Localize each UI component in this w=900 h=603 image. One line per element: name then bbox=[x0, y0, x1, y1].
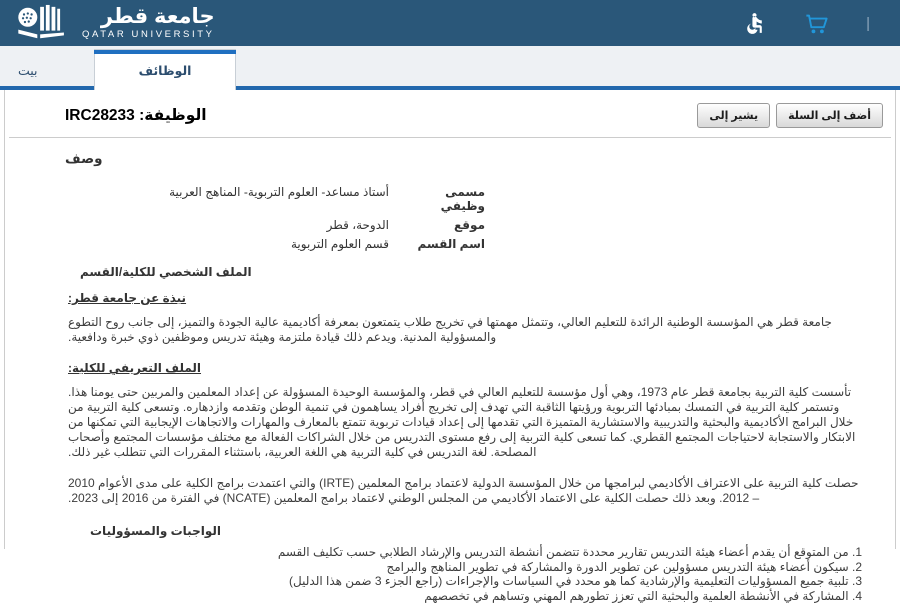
field-row-job-title bbox=[63, 185, 485, 213]
shopping-cart-icon[interactable] bbox=[803, 10, 830, 37]
duties-section-label: الواجبات والمسؤوليات bbox=[90, 524, 221, 538]
location-label: موقع bbox=[403, 218, 485, 232]
add-to-basket-button[interactable]: أضف إلى السلة bbox=[776, 103, 883, 128]
duty-item: 1. من المتوقع أن يقدم أعضاء هيئة التدريس تقارير محددة تتضمن أنشطة التدريس والإرشاد الطلابي حسب تكليف القسم bbox=[68, 545, 862, 560]
page-title: الوظيفة: IRC28233 bbox=[65, 106, 207, 125]
app-header bbox=[0, 0, 900, 46]
refer-button[interactable]: يشير إلى bbox=[697, 103, 770, 128]
duty-item: 3. تلبية جميع المسؤوليات التعليمية والإرشادية كما هو محدد في السياسات والإجراءات (راجع الجزء 3 ضمن هذا الدليل) bbox=[68, 574, 862, 589]
department-value: قسم العلوم التربوية bbox=[63, 237, 389, 251]
duty-item: 2. سيكون أعضاء هيئة التدريس مسؤولين عن تطوير الدورة والمشاركة في تطوير المناهج والبرامج bbox=[68, 560, 862, 575]
qatar-university-logo[interactable] bbox=[14, 4, 215, 42]
action-buttons bbox=[697, 103, 883, 128]
accessibility-wheelchair-icon[interactable] bbox=[742, 11, 767, 36]
tab-jobs[interactable] bbox=[94, 49, 236, 90]
department-label: اسم القسم bbox=[403, 237, 485, 251]
location-value: الدوحة، قطر bbox=[63, 218, 389, 232]
about-university-heading: نبذة عن جامعة قطر: bbox=[68, 291, 862, 306]
logo-arabic-name: جامعة قطر bbox=[82, 6, 215, 27]
qu-emblem-icon bbox=[14, 4, 72, 42]
field-row-department bbox=[63, 237, 485, 251]
job-description-richtext bbox=[68, 291, 862, 506]
main-tab-bar bbox=[0, 46, 900, 90]
college-history-paragraph: تأسست كلية التربية بجامعة قطر عام 1973، وهي أول مؤسسة للتعليم العالي في قطر، والمؤسسة الوحيدة المسؤولة عن إعداد المعلمين والمربين حتى يومنا هذا. وتستمر كلية التربية في التمسك بمبادئها التربوية ورؤيتها الثاقبة التي تهدف إلى تخريج أفراد يساهمون في تنمية الوطن وتقدمه وازدهاره. وتسعى كلية التربية من خلال البرامج الأكاديمية والبحثية والتدريبية والاستشارية المتميزة التي تقدمها إلى إعداد قيادات تربوية تتمتع بالمعارف والمهارات والاتجاهات الإيجابية التي تمكنها من الابتكار والاستجابة لاحتياجات المجتمع القطري. كما تسعى كلية التربية إلى رفع مستوى التدريس من خلال الشراكات الفعالة مع مختلف مؤسسات المجتمع وأصحاب المصلحة. لغة التدريس في كلية التربية هي اللغة العربية، باستثناء المقررات التي تتطلب غير ذلك. bbox=[68, 385, 862, 460]
job-fields bbox=[63, 185, 485, 251]
job-title-label: مسمى وظيفي bbox=[403, 185, 485, 213]
college-accreditation-paragraph: حصلت كلية التربية على الاعتراف الأكاديمي لبرامجها من خلال المؤسسة الدولية لاعتماد برامج المعلمين (IRTE) والتي اعتمدت برامج الكلية على مدى الأعوام 2010 – 2012. وبعد ذلك حصلت الكلية على الاعتماد الأكاديمي من المجلس الوطني لاعتماد برامج المعلمين (NCATE) في الفترة من 2016 إلى 2023. bbox=[68, 476, 862, 506]
about-university-paragraph: جامعة قطر هي المؤسسة الوطنية الرائدة للتعليم العالي، وتتمثل مهمتها في تخريج طلاب يتمتعون بمعرفة أكاديمية عالية الجودة والتميز، إلى جانب روح التطوع والمسؤولية المدنية. ويدعم ذلك قيادة ملتزمة وهيئة تدريس وموظفين ذوي خبرة ودافعية. bbox=[68, 315, 862, 345]
description-section-title: وصف bbox=[65, 151, 103, 167]
college-profile-heading: الملف التعريفي للكلية: bbox=[68, 361, 862, 376]
title-divider bbox=[9, 137, 891, 138]
duty-item: 4. المشاركة في الأنشطة العلمية والبحثية التي تعزز تطورهم المهني وتساهم في تخصصهم bbox=[68, 589, 862, 603]
college-profile-field-label: الملف الشخصي للكلية/القسم bbox=[80, 265, 252, 279]
tab-jobs-label: الوظائف bbox=[139, 63, 192, 78]
header-icons bbox=[742, 10, 870, 37]
duties-list bbox=[68, 545, 862, 603]
tab-home[interactable]: بيت bbox=[18, 63, 38, 78]
job-title-value: أستاذ مساعد- العلوم التربوية- المناهج العربية bbox=[63, 185, 389, 213]
logo-english-name: QATAR UNIVERSITY bbox=[82, 30, 215, 40]
content-area bbox=[4, 90, 896, 549]
field-row-location bbox=[63, 218, 485, 232]
logo-text bbox=[82, 6, 215, 40]
header-divider: | bbox=[866, 16, 870, 31]
